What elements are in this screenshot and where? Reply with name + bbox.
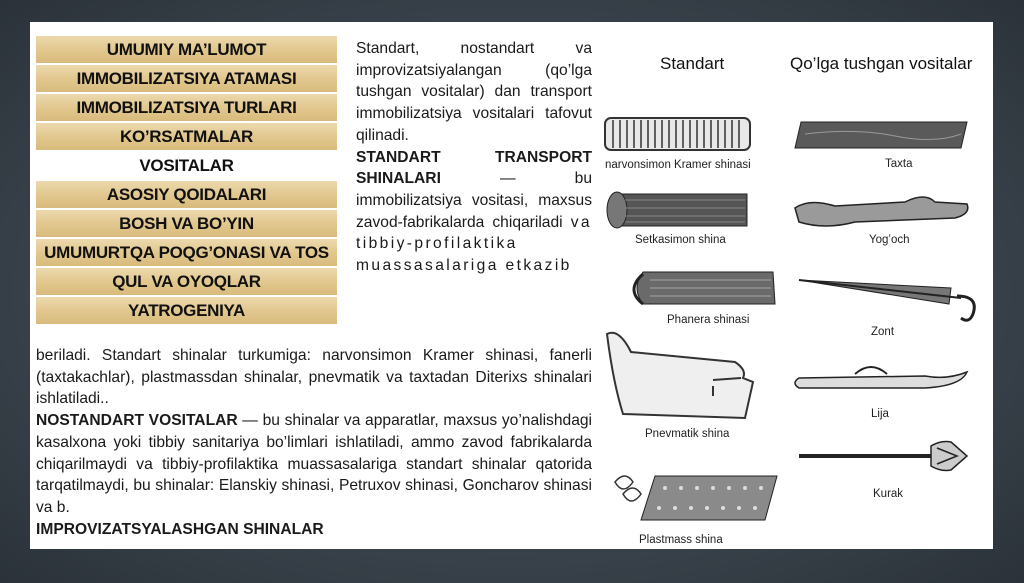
menu-item-bosh-va-boyin[interactable]: BOSH VA BO’YIN <box>36 210 337 237</box>
caption-kramer: narvonsimon Kramer shinasi <box>605 159 751 171</box>
caption-yogoch: Yog’och <box>869 234 910 246</box>
menu-item-asosiy-qoidalari[interactable]: ASOSIY QOIDALARI <box>36 181 337 208</box>
kramer-splint-illustration <box>605 118 750 150</box>
topic-menu <box>36 36 337 326</box>
mesh-splint-illustration <box>607 192 747 228</box>
caption-plastmass: Plastmass shina <box>639 534 723 546</box>
slide <box>30 22 993 549</box>
intro-text <box>356 38 592 277</box>
ski-illustration <box>795 367 967 388</box>
menu-item-immobilizatsiya-turlari[interactable]: IMMOBILIZATSIYA TURLARI <box>36 94 337 121</box>
menu-item-qul-va-oyoqlar[interactable]: QUL VA OYOQLAR <box>36 268 337 295</box>
shovel-illustration <box>799 442 967 471</box>
nostandart-heading: NOSTANDART VOSITALAR <box>36 412 238 430</box>
plank-illustration <box>795 122 967 148</box>
menu-item-umurtqa-pogonasi-va-tos[interactable]: UMUMURTQA POQG’ONASI VA TOS <box>36 239 337 266</box>
column-header-qolga: Qo’lga tushgan vositalar <box>790 54 973 73</box>
caption-taxta: Taxta <box>885 158 913 170</box>
caption-kurak: Kurak <box>873 488 904 500</box>
menu-item-yatrogeniya[interactable]: YATROGENIYA <box>36 297 337 324</box>
umbrella-illustration <box>799 280 974 320</box>
nostandart-description: — bu shinalar va apparatlar, maxsus yo’nalishdagi kasalxona yoki tibbiy sanitariya bo’limlari ishlatiladi, ammo zavod fabrikalarda chiqarilmaydi va tibbiy-profilaktika muassasalariga standart shinalar qatorida tarqatilmaydi, bu shinalar: Elanskiy shinasi, Petruxov shinasi, Goncharov shinasi va b. <box>36 412 593 516</box>
stick-illustration <box>795 197 968 226</box>
plywood-splint-illustration <box>634 272 775 304</box>
menu-item-umumiy-malumot[interactable]: UMUMIY MA’LUMOT <box>36 36 337 63</box>
standart-heading: STANDART TRANSPORT SHINALARI <box>356 148 592 188</box>
standart-continuation: beriladi. Standart shinalar turkumiga: narvonsimon Kramer shinasi, fanerli (taxtakachlar), plastmassdan shinalar, pnevmatik va taxtadan Diterixs shinalari ishlatiladi.. <box>36 347 592 408</box>
improvizatsiya-heading: IMPROVIZATSYALASHGAN SHINALAR <box>36 520 324 538</box>
pneumatic-splint-illustration <box>607 333 753 418</box>
caption-setkasimon: Setkasimon shina <box>635 234 726 246</box>
splints-drawing <box>595 42 987 542</box>
intro-paragraph: Standart, nostandart va improvizatsiyalangan (qo’lga tushgan vositalar) dan transport immobilizatsiya vositalari tafovut qilinadi. <box>356 40 592 144</box>
standart-description-spaced: va tibbiy-profilaktika muassasalariga etkazib <box>356 213 592 275</box>
standart-description: — bu immobilizatsiya vositasi, maxsus zavod-fabrikalarda chiqariladi <box>356 170 592 231</box>
caption-lija: Lija <box>871 408 889 420</box>
main-text <box>36 345 592 540</box>
menu-item-immobilizatsiya-atamasi[interactable]: IMMOBILIZATSIYA ATAMASI <box>36 65 337 92</box>
caption-zont: Zont <box>871 326 895 338</box>
menu-item-korsatmalar[interactable]: KO’RSATMALAR <box>36 123 337 150</box>
menu-item-vositalar[interactable]: VOSITALAR <box>36 152 337 179</box>
splints-figure <box>595 42 987 546</box>
plastic-splint-illustration <box>615 476 777 520</box>
caption-pnevmatik: Pnevmatik shina <box>645 428 730 440</box>
column-header-standart: Standart <box>660 54 725 73</box>
caption-phanera: Phanera shinasi <box>667 314 750 326</box>
